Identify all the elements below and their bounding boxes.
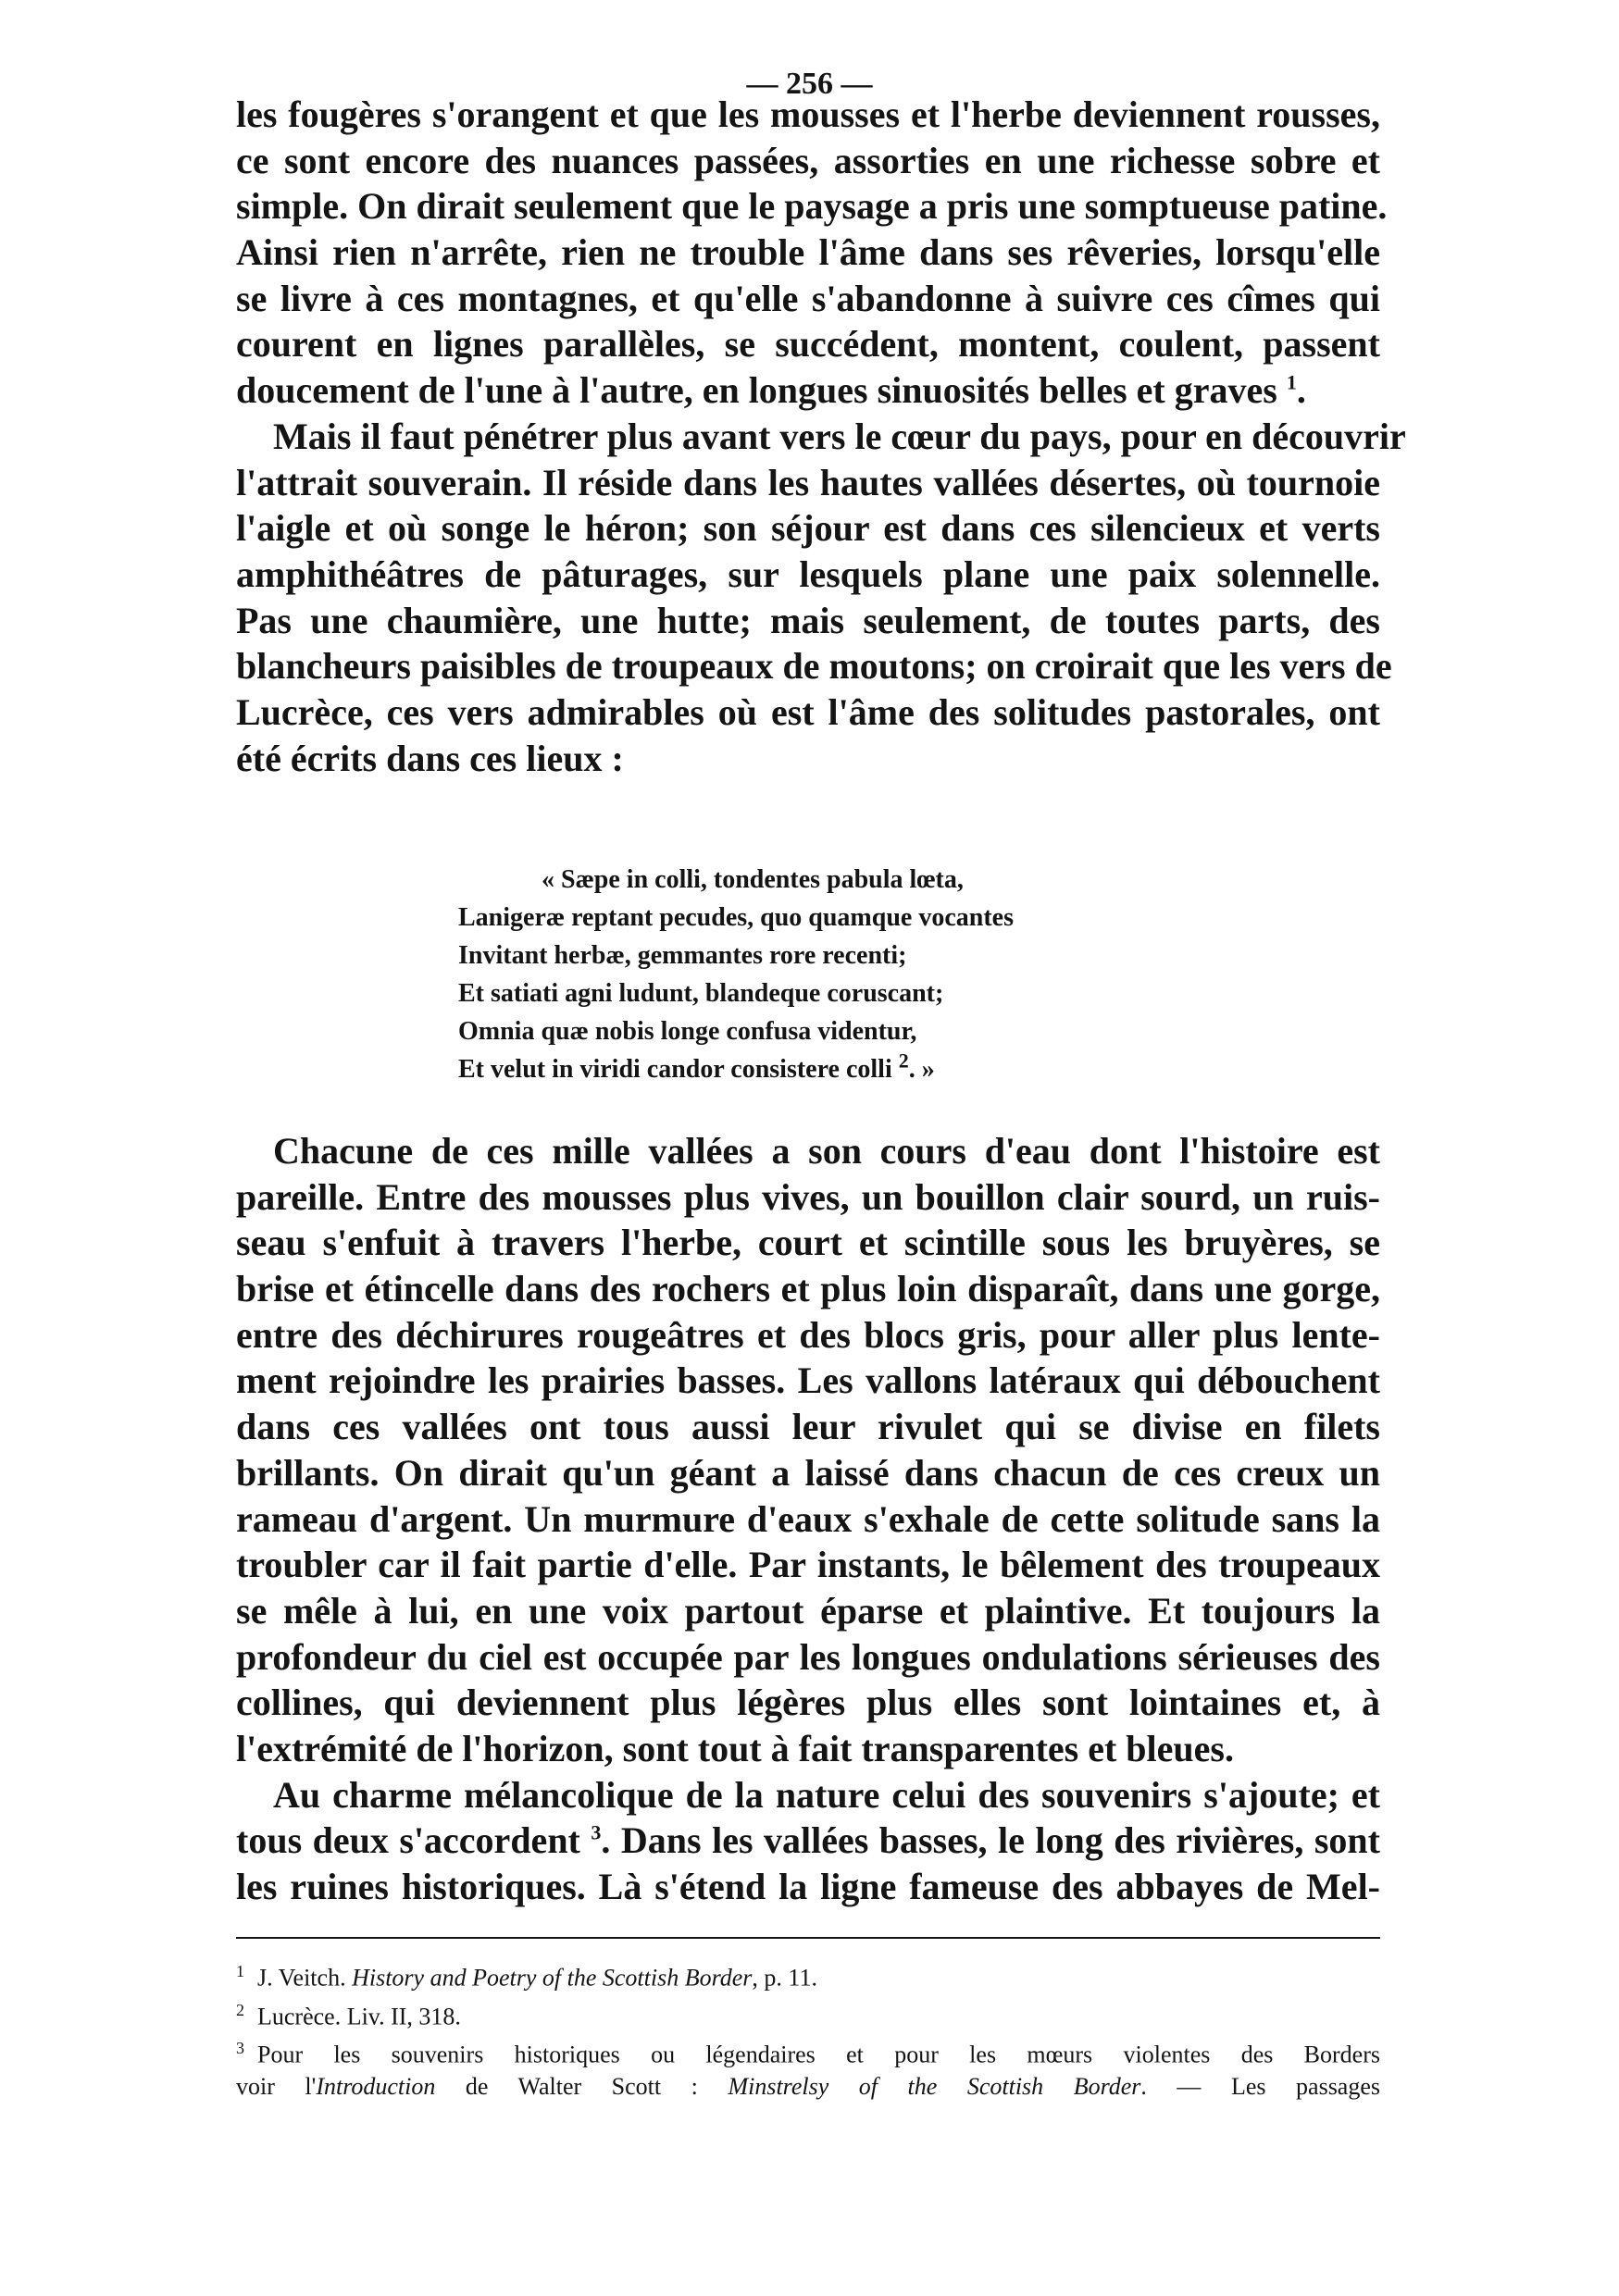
- footnote-3-continued: [236, 2071, 1380, 2103]
- text-line: se livre à ces montagnes, et qu'elle s'abandonne à suivre ces cîmes qui: [236, 277, 1380, 319]
- paragraph-block-2: [236, 1128, 1380, 1910]
- text-line: ment rejoindre les prairies basses. Les vallons latéraux qui débouchent: [236, 1359, 1380, 1402]
- book-title: Introduction: [316, 2072, 436, 2100]
- verse-line: [458, 1050, 1014, 1088]
- text-segment: . Dans les vallées basses, le long des rivières, sont: [601, 1819, 1380, 1862]
- text-line: Ainsi rien n'arrête, rien ne trouble l'âme dans ses rêveries, lorsqu'elle: [236, 231, 1380, 274]
- text-segment: tous deux s'accordent: [236, 1819, 580, 1862]
- text-segment: , p. 11.: [752, 1964, 817, 1992]
- page-number: — 256 —: [746, 67, 873, 101]
- text-line: simple. On dirait seulement que le paysage a pris une somptueuse patine.: [236, 185, 1388, 228]
- text-segment: J. Veitch.: [257, 1964, 346, 1992]
- footnote-ref: 1: [1286, 370, 1297, 394]
- verse-line: Lanigeræ reptant pecudes, quo quamque vocantes: [458, 903, 1014, 932]
- footnote-ref: 2: [898, 1049, 909, 1073]
- text-line: été écrits dans ces lieux :: [236, 737, 624, 779]
- verse-line: Omnia quæ nobis longe confusa videntur,: [458, 1017, 917, 1046]
- text-line: entre des déchirures rougeâtres et des blocs gris, pour aller plus lente-: [236, 1313, 1380, 1356]
- book-title: History and Poetry of the Scottish Border: [352, 1964, 753, 1992]
- verse-line: « Sæpe in colli, tondentes pabula lœta,: [542, 865, 964, 894]
- text-line: rameau d'argent. Un murmure d'eaux s'exhale de cette solitude sans la: [236, 1497, 1380, 1540]
- verse-line: Et satiati agni ludunt, blandeque coruscant;: [458, 979, 944, 1008]
- text-line: [236, 367, 1380, 414]
- text-line: Lucrèce, ces vers admirables où est l'âme des solitudes pastorales, ont: [236, 690, 1380, 733]
- paragraph-block-1: [236, 92, 1406, 781]
- book-title: Minstrelsy of the Scottish Border: [728, 2072, 1141, 2100]
- text-line: profondeur du ciel est occupée par les longues ondulations sérieuses des: [236, 1635, 1380, 1678]
- footnote-mark: 2: [236, 2000, 244, 2019]
- text-line: courent en lignes parallèles, se succédent, montent, coulent, passent: [236, 323, 1380, 366]
- footnotes: [236, 1955, 1380, 2103]
- footnote-mark: 3: [236, 2039, 244, 2058]
- text-line: Chacune de ces mille vallées a son cours d'eau dont l'histoire est: [273, 1130, 1380, 1172]
- text-line: les fougères s'orangent et que les mousses et l'herbe deviennent rousses,: [236, 93, 1380, 135]
- text-line: l'aigle et où songe le héron; son séjour est dans ces silencieux et verts: [236, 507, 1380, 550]
- text-line: blancheurs paisibles de troupeaux de moutons; on croirait que les vers de: [236, 645, 1392, 688]
- text-line: l'attrait souverain. Il réside dans les hautes vallées désertes, où tournoie: [236, 461, 1380, 503]
- text-line: amphithéâtres de pâturages, sur lesquels plane une paix solennelle.: [236, 552, 1380, 595]
- text-line: Au charme mélancolique de la nature celui des souvenirs s'ajoute; et: [273, 1773, 1380, 1816]
- text-line: brise et étincelle dans des rochers et plus loin disparaît, dans une gorge,: [236, 1268, 1380, 1310]
- text-line: pareille. Entre des mousses plus vives, un bouillon clair sourd, un ruis-: [236, 1175, 1380, 1218]
- text-segment: Lucrèce. Liv. II, 318.: [257, 2003, 461, 2030]
- latin-verse-quote: [458, 861, 1014, 1088]
- footnote-1: [236, 1955, 1380, 1994]
- text-segment: voir l': [236, 2072, 317, 2100]
- text-line: les ruines historiques. Là s'étend la ligne fameuse des abbayes de Mel-: [236, 1866, 1380, 1907]
- text-segment: doucement de l'une à l'autre, en longues sinuosités belles et graves: [236, 369, 1277, 412]
- footnote-ref: 3: [591, 1820, 602, 1844]
- verse-line: Invitant herbæ, gemmantes rore recenti;: [458, 941, 907, 970]
- text-line: brillants. On dirait qu'un géant a laissé dans chacun de ces creux un: [236, 1451, 1380, 1494]
- text-line: se mêle à lui, en une voix partout éparse et plaintive. Et toujours la: [236, 1589, 1380, 1632]
- footnote-3: [236, 2032, 1380, 2071]
- text-line: troubler car il fait partie d'elle. Par instants, le bêlement des troupeaux: [236, 1544, 1380, 1586]
- text-segment: .: [1296, 369, 1306, 412]
- text-line: ce sont encore des nuances passées, assorties en une richesse sobre et: [236, 139, 1380, 181]
- text-segment: Et velut in viridi candor consistere colli: [458, 1055, 892, 1084]
- text-line: seau s'enfuit à travers l'herbe, court et scintille sous les bruyères, se: [236, 1222, 1380, 1264]
- text-line: Pas une chaumière, une hutte; mais seulement, de toutes parts, des: [236, 599, 1380, 641]
- text-segment: Pour les souvenirs historiques ou légendaires et pour les mœurs violentes des Borders: [257, 2041, 1380, 2068]
- text-segment: . — Les passages: [1140, 2072, 1381, 2100]
- text-line: Mais il faut pénétrer plus avant vers le cœur du pays, pour en découvrir: [273, 415, 1406, 457]
- footnote-2: [236, 1994, 1380, 2033]
- footnote-divider: [236, 1937, 1380, 1939]
- text-segment: de Walter Scott :: [435, 2072, 698, 2100]
- footnote-mark: 1: [236, 1962, 244, 1980]
- text-line: collines, qui deviennent plus légères plus elles sont lointaines et, à: [236, 1682, 1380, 1724]
- text-line: [236, 1818, 1380, 1864]
- text-line: l'extrémité de l'horizon, sont tout à fait transparentes et bleues.: [236, 1727, 1234, 1769]
- text-line: dans ces vallées ont tous aussi leur rivulet qui se divise en filets: [236, 1406, 1380, 1448]
- text-segment: . »: [908, 1055, 935, 1084]
